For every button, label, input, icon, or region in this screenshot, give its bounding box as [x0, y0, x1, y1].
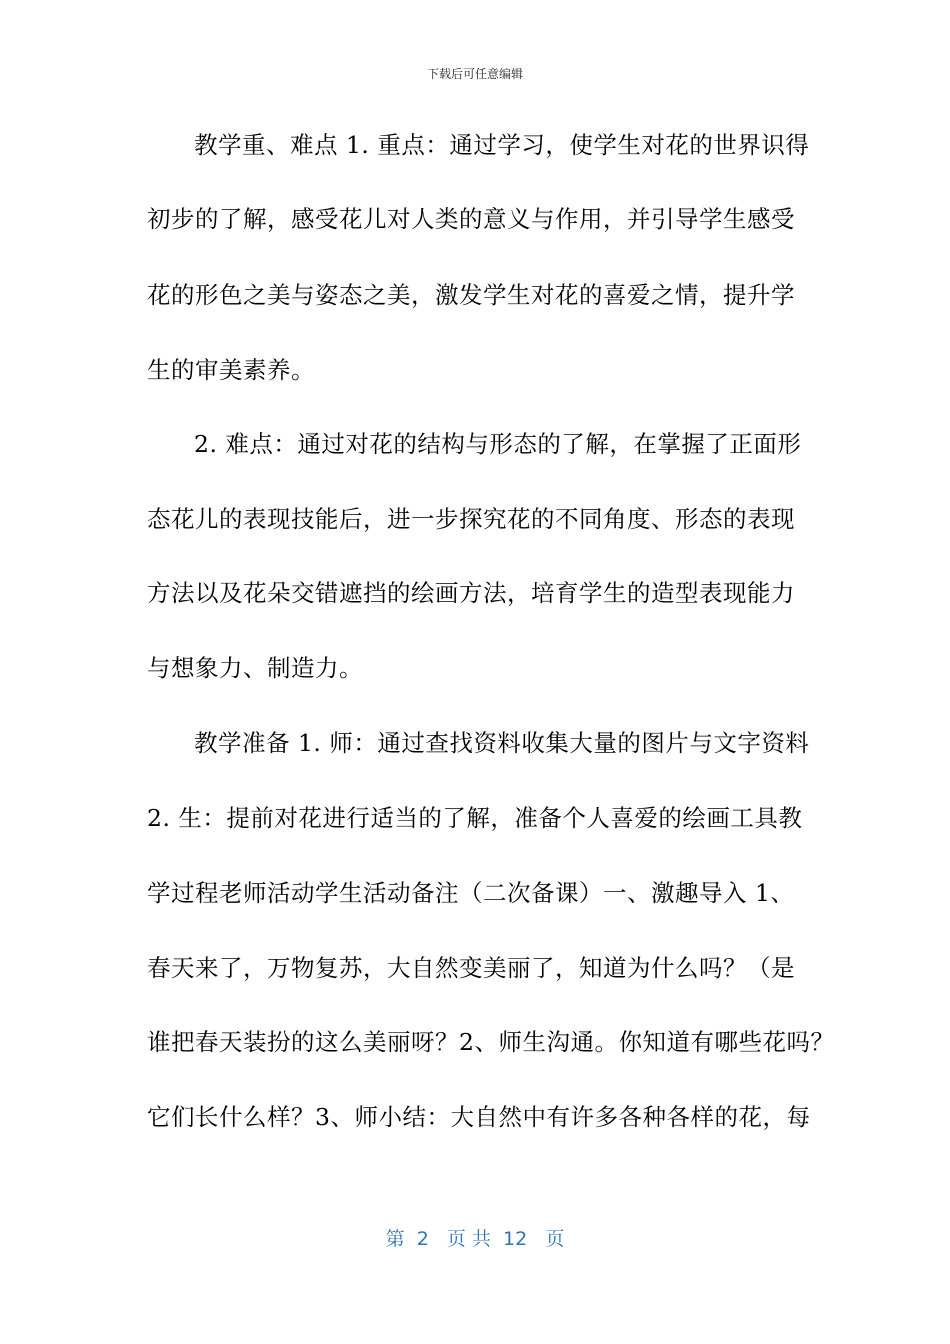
text-line: 与想象力、制造力。 [147, 654, 363, 682]
text-line: 谁把春天装扮的这么美丽呀？2、师生沟通。你知道有哪些花吗？ [147, 1028, 835, 1056]
text-line: 态花儿的表现技能后，进一步探究花的不同角度、形态的表现 [147, 505, 795, 533]
page-header: 下载后可任意编辑 [426, 67, 523, 81]
page-footer: 第 2 页 共 12 页 [385, 1228, 565, 1250]
text-line: 2. 生：提前对花进行适当的了解，准备个人喜爱的绘画工具教 [147, 804, 803, 832]
text-line: 2. 难点：通过对花的结构与形态的了解，在掌握了正面形 [194, 430, 802, 458]
text-line: 花的形色之美与姿态之美，激发学生对花的喜爱之情，提升学 [147, 281, 795, 309]
text-line: 教学准备 1. 师：通过查找资料收集大量的图片与文字资料 [194, 729, 810, 757]
text-line: 它们长什么样？3、师小结：大自然中有许多各种各样的花，每 [147, 1103, 811, 1131]
text-line: 教学重、难点 1. 重点：通过学习，使学生对花的世界识得 [194, 131, 810, 159]
text-line: 初步的了解，感受花儿对人类的意义与作用，并引导学生感受 [147, 205, 795, 233]
text-line: 学过程老师活动学生活动备注（二次备课）一、激趣导入 1、 [147, 879, 795, 907]
text-line: 生的审美素养。 [147, 356, 315, 384]
text-line: 春天来了，万物复苏，大自然变美丽了，知道为什么吗？（是 [147, 954, 795, 982]
text-line: 方法以及花朵交错遮挡的绘画方法，培育学生的造型表现能力 [147, 579, 795, 607]
